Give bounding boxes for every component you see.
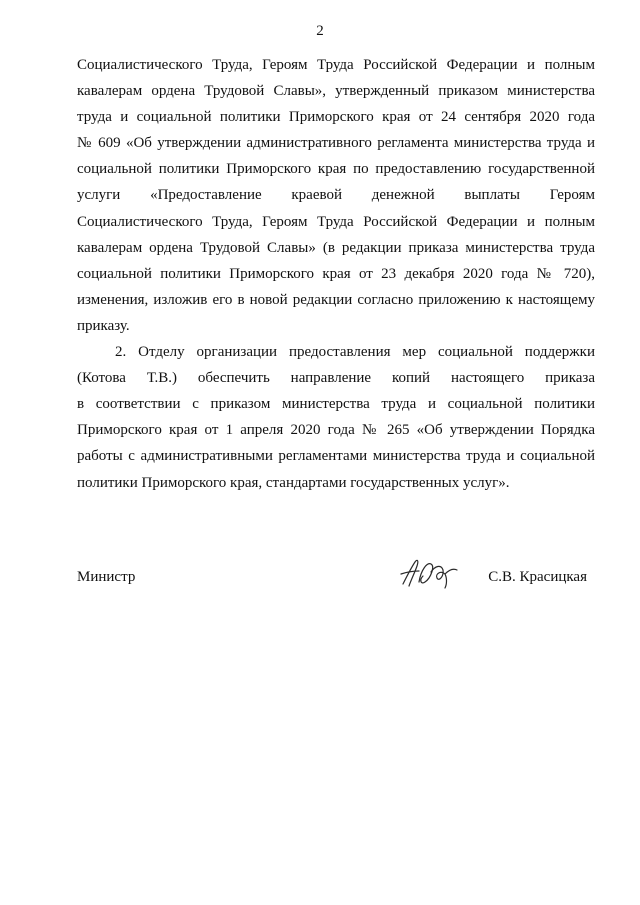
paragraph-1 <box>77 52 595 339</box>
handwritten-signature-icon <box>397 554 467 592</box>
text-line: в соответствии с приказом министерства труда и социальной политики <box>77 396 595 413</box>
text-line: Социалистического Труда, Героям Труда Российской Федерации и полным <box>77 213 595 230</box>
text-line: изменения, изложив его в новой редакции согласно приложению к настоящему <box>77 291 595 308</box>
text-line: работы с административными регламентами министерства труда и социальной <box>77 448 595 465</box>
text-line: 2. Отделу организации предоставления мер социальной поддержки <box>115 344 595 361</box>
signer-name: С.В. Красицкая <box>488 569 587 585</box>
text-line: социальной политики Приморского края по предоставлению государственной <box>77 161 595 178</box>
text-line: Социалистического Труда, Героям Труда Российской Федерации и полным <box>77 57 595 73</box>
text-line: политики Приморского края, стандартами государственных услуг». <box>77 474 510 491</box>
text-line: кавалерам ордена Трудовой Славы» (в редакции приказа министерства труда <box>77 239 595 256</box>
text-line: кавалерам ордена Трудовой Славы», утвержденный приказом министерства <box>77 83 595 100</box>
page-number: 2 <box>316 23 324 39</box>
document-body <box>77 52 595 496</box>
paragraph-2 <box>77 339 595 496</box>
text-line: № 609 «Об утверждении административного регламента министерства труда и <box>77 135 595 152</box>
text-line: (Котова Т.В.) обеспечить направление копий настоящего приказа <box>77 370 595 387</box>
signer-title: Министр <box>77 569 136 585</box>
text-line: труда и социальной политики Приморского края от 24 сентября 2020 года <box>77 109 595 126</box>
signature-block <box>77 558 595 598</box>
text-line: социальной политики Приморского края от 23 декабря 2020 года № 720), <box>77 265 595 282</box>
text-line: приказу. <box>77 317 130 334</box>
text-line: услуги «Предоставление краевой денежной выплаты Героям <box>77 187 595 204</box>
text-line: Приморского края от 1 апреля 2020 года № 265 «Об утверждении Порядка <box>77 422 595 439</box>
